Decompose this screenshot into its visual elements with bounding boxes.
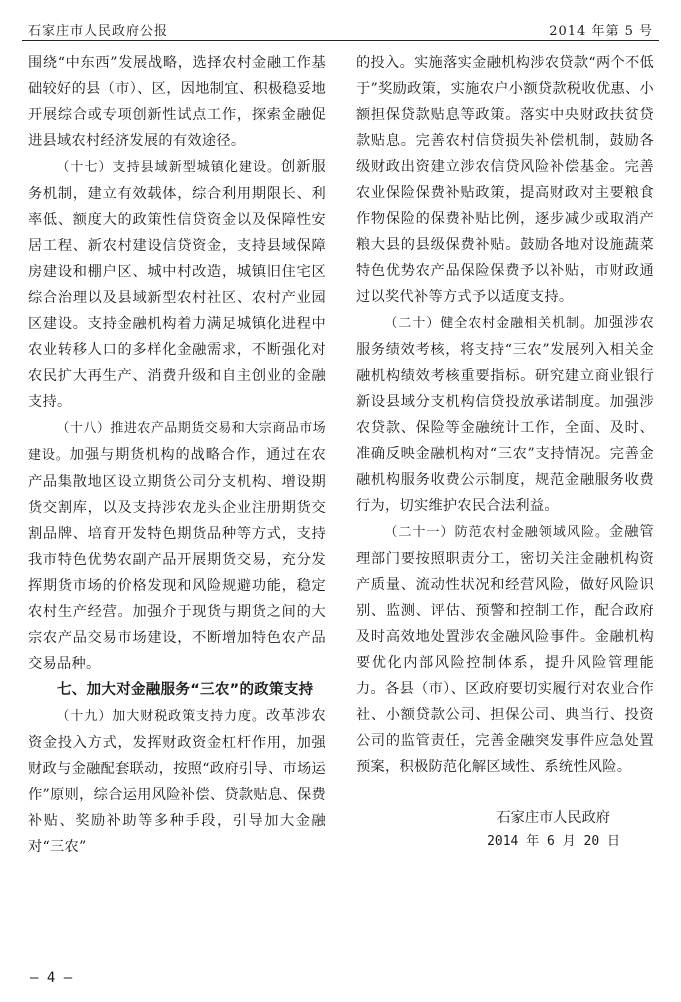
running-header xyxy=(22,18,659,41)
section-21-text: 金融管理部门要按照职责分工，密切关注金融机构资产质量、流动性状况和经营风险，做好风险识别、监测、评估、预警和控制工作，配合政府及时高效地处置涉农金融风险事件。金融机构要优化内部风险控制体系，提升风险管理能力。各县（市）、区政府要切实履行对农业合作社、小额贷款公司、担保公司、典当行、投资公司的监管责任，完善金融突发事件应急处置预案，积极防范化解区域性、系统性风险。 xyxy=(356,524,654,775)
page-number: — 4 — xyxy=(30,970,73,986)
section-19 xyxy=(28,703,326,860)
section-20 xyxy=(356,310,654,519)
left-column xyxy=(28,50,326,860)
issue-number: 2014 年第 5 号 xyxy=(549,24,653,39)
signature-block xyxy=(356,806,654,854)
section-19-title: （十九）加大财税政策支持力度。 xyxy=(56,709,267,724)
chapter-heading-7: 七、加大对金融服务“三农”的政策支持 xyxy=(57,682,314,698)
paragraph-continued-right: 的投入。实施落实金融机构涉农贷款“两个不低于”奖励政策，实施农户小额贷款税收优惠、小额担保贷款贴息等政策。落实中央财政扶贫贷款贴息。完善农村信贷损失补偿机制，鼓励各级财政出资建立涉农信贷风险补偿基金。完善农业保险保费补贴政策，提高财政对主要粮食作物保险的保费补贴比例，逐步减少或取消产粮大县的县级保费补贴。鼓励各地对设施蔬菜特色优势农产品保险保费予以补贴，市财政通过以奖代补等方式予以适度支持。 xyxy=(356,55,654,305)
right-column xyxy=(356,50,654,780)
section-18-text: 加强与期货机构的战略合作，通过在农产品集散地区设立期货公司分支机构、增设期货交割库，以及支持涉农龙头企业注册期货交割品牌、培育开发特色期货品种等方式，支持我市特色优势农副产品开展期货交易，充分发挥期货市场的价格发现和风险规避功能，稳定农村生产经营。加强介于现货与期货之间的大宗农产品交易市场建设，不断增加特色农产品交易品种。 xyxy=(28,447,326,672)
paragraph-continued: 围绕“中东西”发展战略，选择农村金融工作基础较好的县（市）、区，因地制宜、积极稳妥地开展综合或专项创新性试点工作，探索金融促进县域农村经济发展的有效途径。 xyxy=(28,55,326,149)
section-19-text: 改革涉农资金投入方式，发挥财政资金杠杆作用，加强财政与金融配套联动，按照“政府引导、市场运作”原则，综合运用风险补偿、贷款贴息、保费补贴、奖励补助等多种手段，引导加大金融对“三农” xyxy=(28,708,326,855)
section-18 xyxy=(28,415,326,677)
section-21 xyxy=(356,519,654,780)
section-21-title: （二十一）防范农村金融领域风险。 xyxy=(384,525,610,540)
signing-date: 2014 年 6 月 20 日 xyxy=(487,834,620,849)
signing-organization: 石家庄市人民政府 xyxy=(496,810,610,826)
section-18-title: （十八）推进农产品期货交易和大宗商品市场建设。 xyxy=(28,421,326,463)
section-17-title: （十七）支持县域新型城镇化建设。 xyxy=(56,160,282,175)
section-20-text: 加强涉农服务绩效考核，将支持“三农”发展列入相关金融机构绩效考核重要指标。研究建立商业银行新设县域分支机构信贷投放承诺制度。加强涉农贷款、保险等金融统计工作，全面、及时、准确反映金融机构对“三农”支持情况。完善金融机构服务收费公示制度，规范金融服务收费行为，切实维护农民合法利益。 xyxy=(356,315,654,514)
section-17-text: 创新服务机制，建立有效载体，综合利用期限长、利率低、额度大的政策性信贷资金以及保障性安居工程、新农村建设信贷资金，支持县域保障房建设和棚户区、城中村改造，城镇旧住宅区综合治理以及县域新型农村社区、农村产业园区建设。支持金融机构着力满足城镇化进程中农业转移人口的多样化金融需求，不断强化对农民扩大再生产、消费升级和自主创业的金融支持。 xyxy=(28,159,326,410)
section-20-title: （二十）健全农村金融相关机制。 xyxy=(384,316,595,331)
publication-title: 石家庄市人民政府公报 xyxy=(28,24,169,39)
section-17 xyxy=(28,154,326,415)
